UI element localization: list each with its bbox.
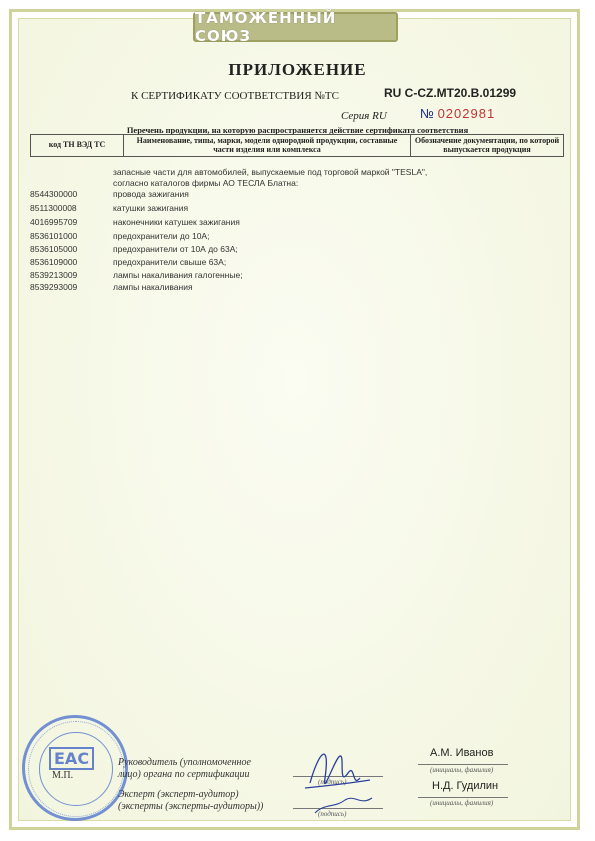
intro-line: согласно каталогов фирмы АО ТЕСЛА Блатна: <box>113 178 299 188</box>
initials-line <box>418 764 508 765</box>
customs-union-banner <box>193 9 398 45</box>
series-number: 0202981 <box>437 106 496 121</box>
column-header-code: код ТН ВЭД ТС <box>30 134 124 157</box>
hs-code: 8544300000 <box>30 189 78 199</box>
initials-line <box>418 797 508 798</box>
hs-code: 8536105000 <box>30 244 78 254</box>
head-label-line2: лицо) органа по сертификации <box>118 769 250 780</box>
column-header-doc: Обозначение документации, по которой выпускается продукция <box>411 134 564 157</box>
stamp-place-label: М.П. <box>52 770 74 781</box>
hs-code: 8539293009 <box>30 282 78 292</box>
signature-caption: (подпись) <box>318 778 347 786</box>
intro-line: запасные части для автомобилей, выпускаемые под торговой маркой "TESLA", <box>113 167 428 177</box>
hs-code: 8536109000 <box>30 257 78 267</box>
eac-mark-icon: EAC <box>49 747 94 770</box>
product-intro <box>113 167 427 189</box>
column-header-name: Наименование, типы, марки, модели однородной продукции, составные части изделия или комплекса <box>124 134 411 157</box>
head-name: А.М. Иванов <box>430 747 494 759</box>
product-list-caption: Перечень продукции, на которую распространяется действие сертификата соответствия <box>126 125 469 135</box>
product-name: предохранители от 10А до 63А; <box>113 244 238 254</box>
product-name: лампы накаливания <box>113 282 193 292</box>
hs-code: 8536101000 <box>30 231 78 241</box>
hs-code: 4016995709 <box>30 217 78 227</box>
signature-caption: (подпись) <box>318 810 347 818</box>
product-name: предохранители до 10А; <box>113 231 210 241</box>
hs-code: 8511300008 <box>30 203 77 213</box>
certificate-label: К СЕРТИФИКАТУ СООТВЕТСТВИЯ №ТС <box>131 90 339 102</box>
certification-seal <box>22 715 128 821</box>
handwritten-signature-icon <box>300 728 380 823</box>
product-name: предохранители свыше 63А; <box>113 257 227 267</box>
banner-text: ТАМОЖЕННЫЙ СОЮЗ <box>195 9 337 45</box>
initials-caption: (инициалы, фамилия) <box>430 799 494 807</box>
expert-label-line2: (эксперты (эксперты-аудиторы)) <box>118 801 264 812</box>
expert-label-line1: Эксперт (эксперт-аудитор) <box>118 789 239 800</box>
initials-caption: (инициалы, фамилия) <box>430 766 494 774</box>
series-number-block <box>420 106 495 121</box>
product-name: катушки зажигания <box>113 203 189 213</box>
series-label: Серия RU <box>341 110 387 122</box>
product-name: лампы накаливания галогенные; <box>113 270 243 280</box>
series-prefix: № <box>420 106 434 121</box>
expert-name: Н.Д. Гудилин <box>432 780 499 792</box>
hs-code: 8539213009 <box>30 270 78 280</box>
page-title: ПРИЛОЖЕНИЕ <box>228 60 367 79</box>
head-label-line1: Руководитель (уполномоченное <box>118 757 251 768</box>
product-name: провода зажигания <box>113 189 189 199</box>
product-name: наконечники катушек зажигания <box>113 217 240 227</box>
certificate-number: RU C-CZ.MT20.B.01299 <box>384 86 517 100</box>
